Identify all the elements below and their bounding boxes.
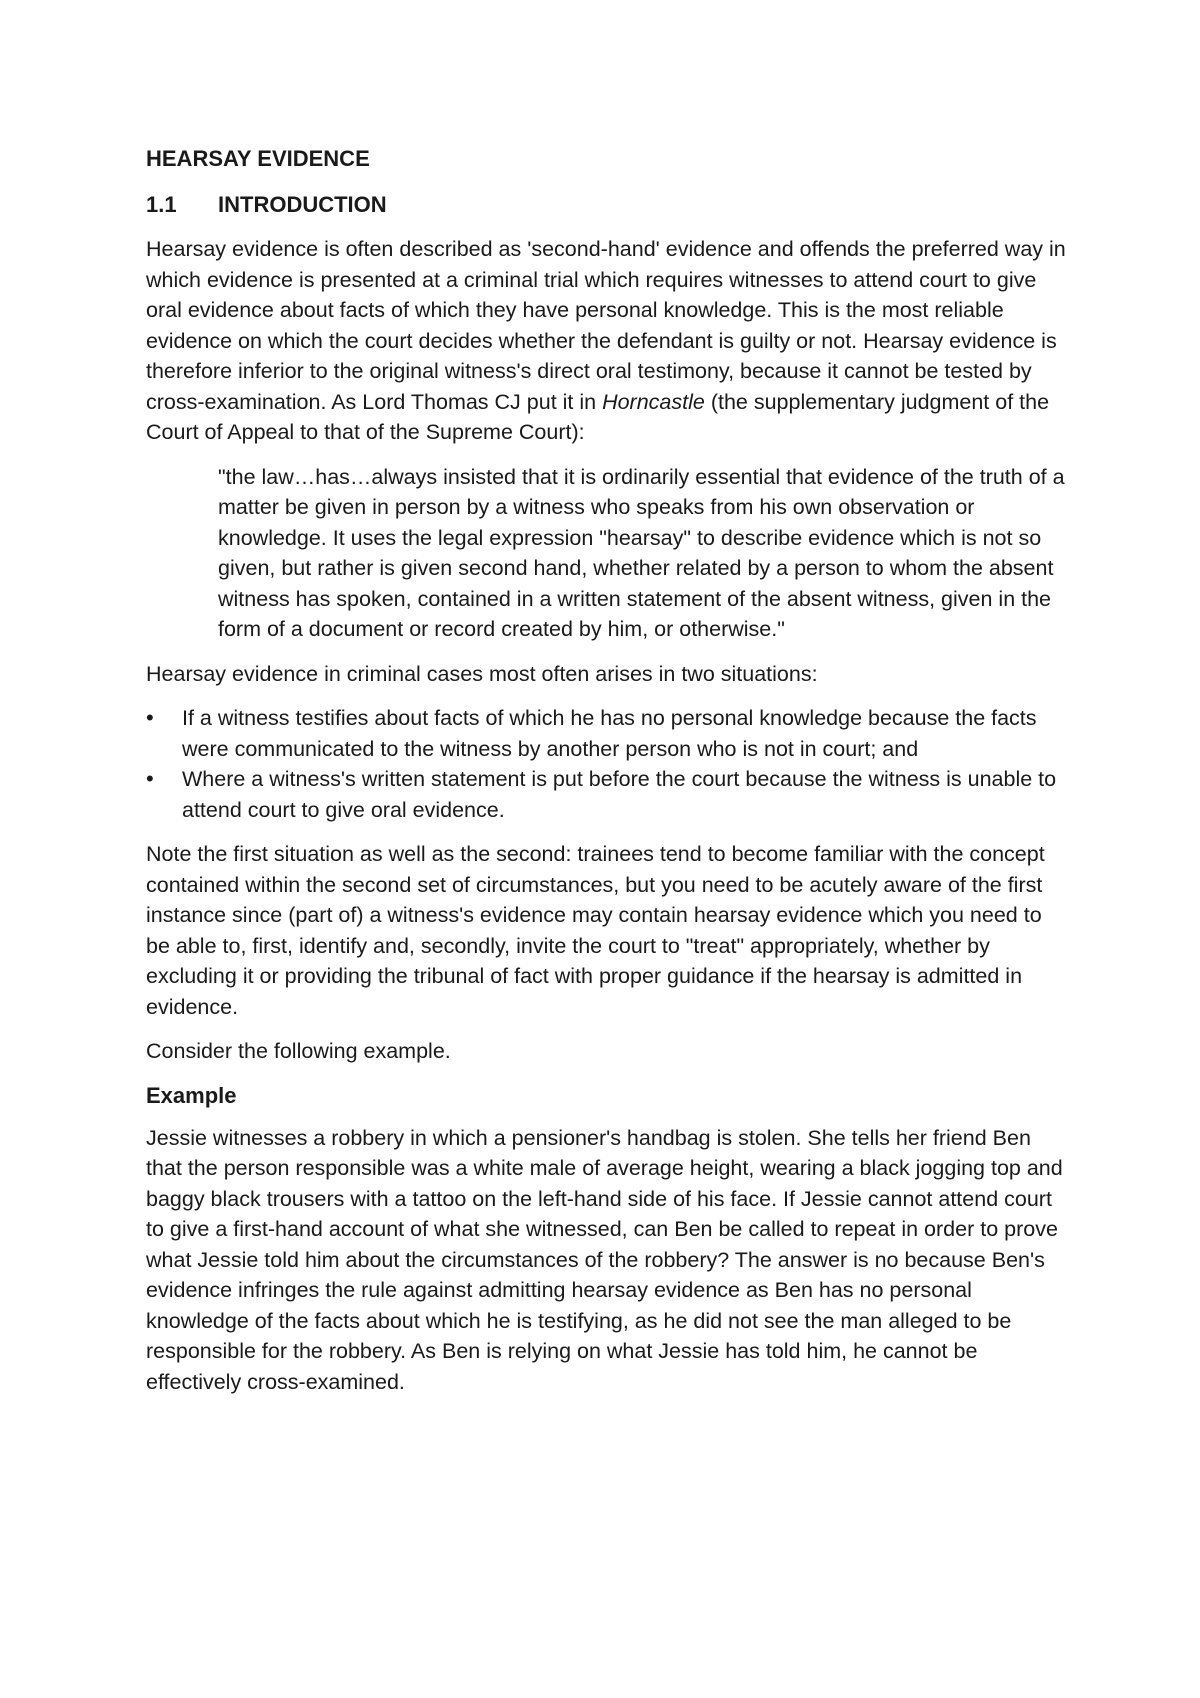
list-item [146,764,1066,825]
section-heading [146,190,1066,220]
document-title: HEARSAY EVIDENCE [146,146,370,171]
list-item-text: If a witness testifies about facts of which he has no personal knowledge because the facts were communicated to the witness by another person who is not in court; and [182,706,1037,761]
section-number: 1.1 [146,192,177,217]
situations-list [146,703,1066,825]
case-name: Horncastle [602,389,705,414]
list-item-text: Where a witness's written statement is put before the court because the witness is unable to attend court to give oral evidence. [182,767,1057,822]
bullet-icon: • [146,705,154,730]
document-page [146,144,1066,1411]
bullet-icon: • [146,766,154,791]
intro-text-before-case: Hearsay evidence is often described as 'second-hand' evidence and offends the preferred way in which evidence is presented at a criminal trial which requires witnesses to attend court to give oral evidence about facts of which they have personal knowledge. This is the most reliable evidence on which the court decides whether the defendant is guilty or not. Hearsay evidence is therefore inferior to the original witness's direct oral testimony, because it cannot be tested by cross-examination. As Lord Thomas CJ put it in [146,237,1066,414]
list-item [146,703,1066,764]
situations-intro: Hearsay evidence in criminal cases most often arises in two situations: [146,661,818,686]
intro-text-after-case: (the supplementary judgment of the Court of Appeal to that of the Supreme Court): [146,389,1050,444]
section-title: INTRODUCTION [218,192,387,217]
consider-paragraph: Consider the following example. [146,1039,451,1063]
intro-paragraph [146,234,1066,448]
example-heading: Example [146,1082,237,1108]
note-paragraph: Note the first situation as well as the second: trainees tend to become familiar with the concept contained within the second set of circumstances, but you need to be acutely aware of the first instance since (part of) a witness's evidence may contain hearsay evidence which you need to be able to, first, identify and, secondly, invite the court to "treat" appropriately, whether by excluding it or providing the tribunal of fact with proper guidance if the hearsay is admitted in evidence. [146,842,1045,1019]
example-paragraph: Jessie witnesses a robbery in which a pensioner's handbag is stolen. She tells her friend Ben that the person responsible was a white male of average height, wearing a black jogging top and baggy black trousers with a tattoo on the left-hand side of his face. If Jessie cannot attend court to give a first-hand account of what she witnessed, can Ben be called to repeat in order to prove what Jessie told him about the circumstances of the robbery? The answer is no because Ben's evidence infringes the rule against admitting hearsay evidence as Ben has no personal knowledge of the facts about which he is testifying, as he did not see the man alleged to be responsible for the robbery. As Ben is relying on what Jessie has told him, he cannot be effectively cross-examined. [146,1125,1063,1394]
judicial-quote: "the law…has…always insisted that it is ordinarily essential that evidence of the truth of a matter be given in person by a witness who speaks from his own observation or knowledge. It uses the legal expression "hearsay" to describe evidence which is not so given, but rather is given second hand, whether related by a person to whom the absent witness has spoken, contained in a written statement of the absent witness, given in the form of a document or record created by him, or otherwise." [218,464,1065,641]
